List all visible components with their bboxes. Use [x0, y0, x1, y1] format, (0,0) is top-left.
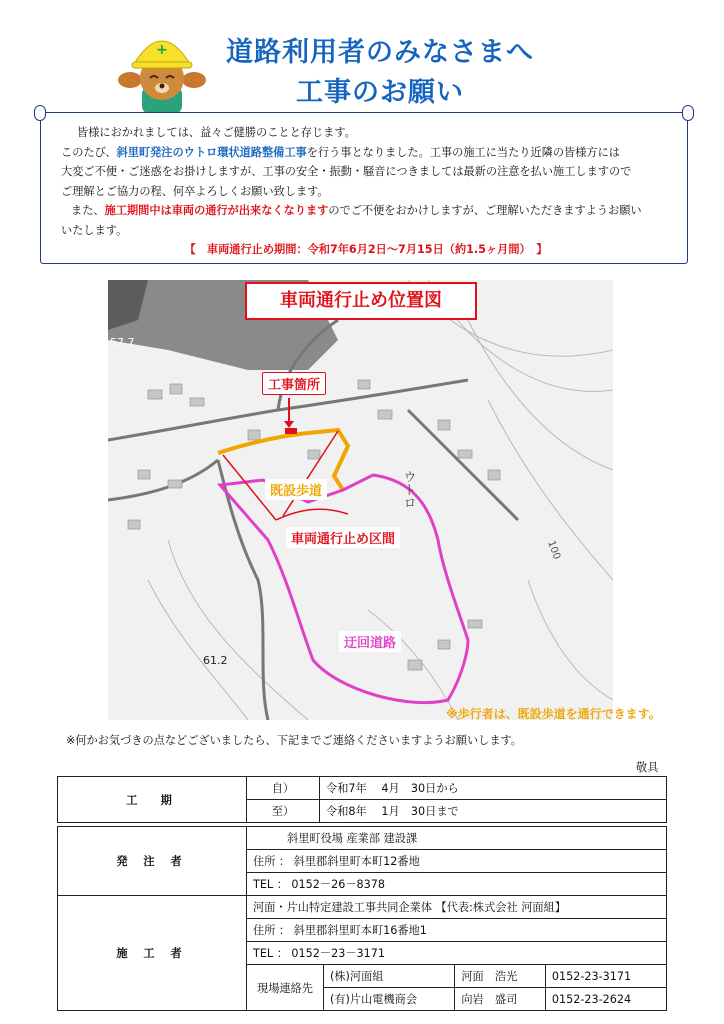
closing-sign: 敬具 [636, 761, 659, 774]
period-to: 令和8年 1月 30日まで [320, 800, 667, 823]
contact-company-2: (有)片山電機商会 [324, 988, 455, 1011]
elevation-label-1: 57.7 [110, 336, 135, 349]
closure-map [108, 280, 613, 720]
notice-box [40, 112, 688, 264]
notice-line-2: このたび、斜里町発注のウトロ環状道路整備工事を行う事となりました。工事の施工に当たり近隣の皆様方には [61, 145, 620, 159]
period-from: 令和7年 4月 30日から [320, 777, 667, 800]
builder-table [57, 895, 667, 1011]
pedestrian-note: ※歩行者は、既設歩道を通行できます。 [446, 707, 661, 721]
map-drawing [108, 280, 613, 720]
label-detour: 迂回道路 [339, 631, 401, 652]
page-title-line1: 道路利用者のみなさまへ [226, 37, 534, 68]
map-buildings [128, 380, 500, 670]
site-contact-label: 現場連絡先 [247, 965, 324, 1011]
page-title-line2: 工事のお願い [296, 77, 464, 108]
notice-line-6: いたします。 [61, 223, 128, 237]
orderer-head: 発 注 者 [58, 827, 247, 896]
label-closure-section: 車両通行止め区間 [286, 527, 400, 548]
place-label: ウトロ [400, 470, 416, 509]
elevation-label-2: 61.2 [203, 654, 228, 667]
mascot-illustration [112, 18, 212, 116]
label-sidewalk: 既設歩道 [265, 479, 327, 500]
project-name: 斜里町発注のウトロ環状道路整備工事 [116, 145, 307, 159]
detour-route [220, 475, 468, 703]
notice-text [61, 123, 671, 260]
mascot-left-ear [118, 72, 142, 88]
contact-person-2: 向岩 盛司 [455, 988, 546, 1011]
builder-tel: TEL ： 0152－23－3171 [247, 942, 667, 965]
map-title: 車両通行止め位置図 [245, 282, 477, 320]
scroll-curl-top-left [34, 105, 46, 121]
notice-line-3: 大変ご不便・ご迷惑をお掛けしますが、工事の安全・振動・騒音につきましては最新の注意を払い施工しますので [61, 165, 632, 178]
contact-person-1: 河面 浩光 [455, 965, 546, 988]
notice-line-4: ご理解とご協力の程、何卒よろしくお願い致します。 [61, 184, 329, 198]
contact-note: ※何かお気づきの点などございましたら、下記までご連絡くださいますようお願いします。 [66, 734, 522, 747]
label-work-site: 工事箇所 [262, 372, 326, 395]
contact-tel-1: 0152-23-3171 [545, 965, 666, 988]
notice-line-5: また、施工期間中は車両の通行が出来なくなりますのでご不便をおかけしますが、ご理解いただきますようお願い [71, 204, 642, 217]
orderer-address: 住所 ： 斜里郡斜里町本町12番地 [247, 850, 667, 873]
closure-period: 【 車両通行止め期間：令和7年6月2日～7月15日（約1.5ヶ月間） 】 [184, 243, 548, 256]
builder-head: 施 工 者 [58, 896, 247, 1011]
work-site-marker [285, 428, 297, 434]
period-table: 工 期 自） 令和7年 4月 30日から 至） 令和8年 1月 30日まで [57, 776, 667, 823]
period-head: 工 期 [58, 777, 247, 823]
svg-text:+: + [156, 42, 168, 58]
contact-tel-2: 0152-23-2624 [545, 988, 666, 1011]
builder-name: 河面・片山特定建設工事共同企業体 【代表:株式会社 河面組】 [247, 896, 667, 919]
orderer-table [57, 826, 667, 896]
closure-warning: 施工期間中は車両の通行が出来なくなります [104, 204, 329, 217]
orderer-name: 斜里町役場 産業部 建設課 [247, 827, 667, 850]
contact-company-1: (株)河面組 [324, 965, 455, 988]
elevation-label-3: 100 [545, 539, 563, 561]
orderer-tel: TEL ： 0152－26－8378 [247, 873, 667, 896]
notice-greeting: 皆様におかれましては、益々ご健勝のことと存じます。 [77, 126, 356, 139]
scroll-curl-top-right [682, 105, 694, 121]
builder-address: 住所 ： 斜里郡斜里町本町16番地1 [247, 919, 667, 942]
